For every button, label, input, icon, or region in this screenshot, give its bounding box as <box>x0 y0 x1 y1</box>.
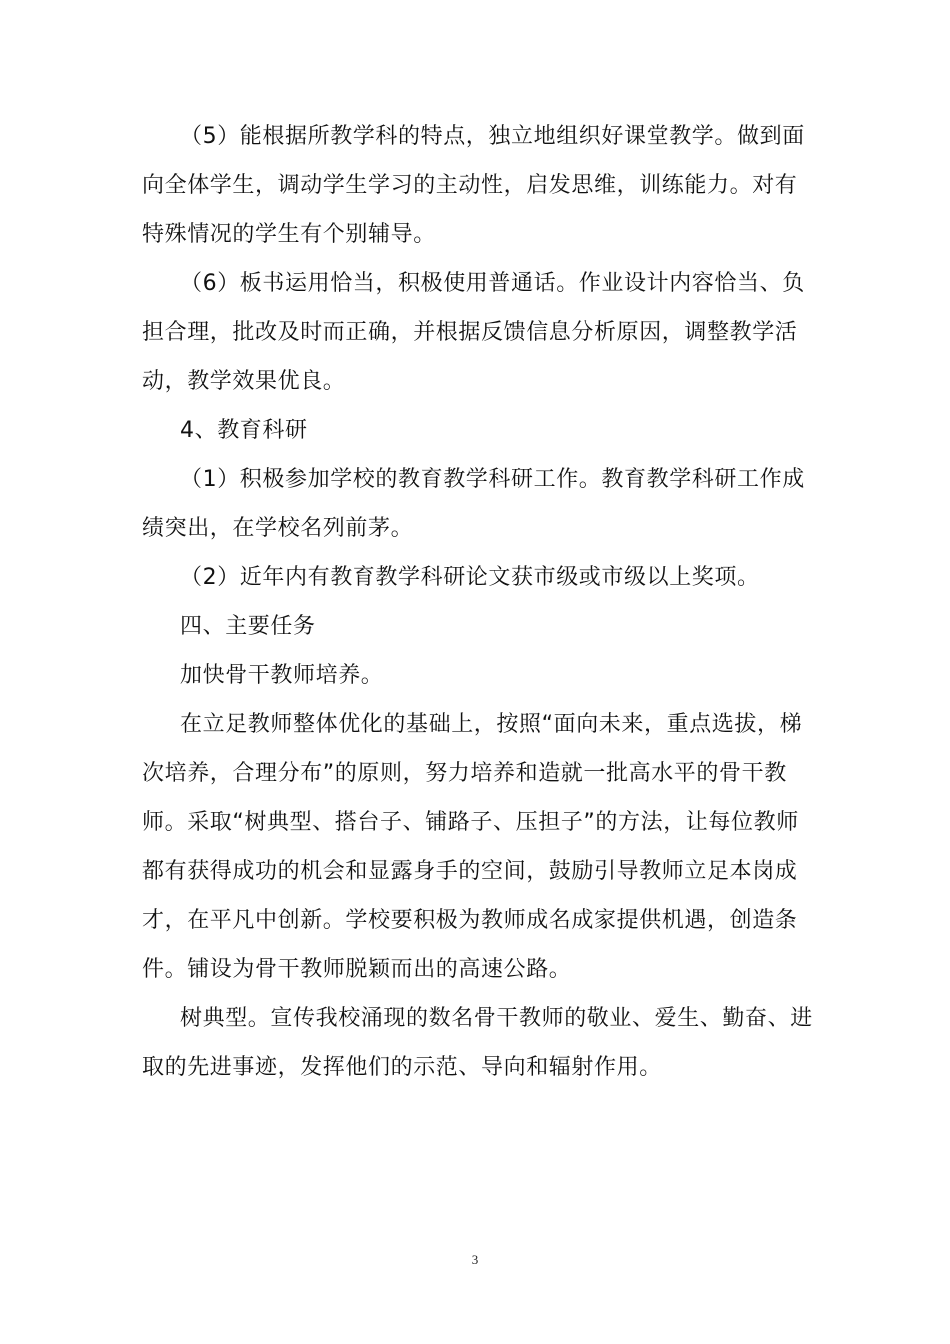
paragraph-task-title: 加快骨干教师培养。 <box>180 663 384 688</box>
paragraph-task-details: 在立足教师整体优化的基础上，按照“面向未来，重点选拔，梯次培养，合理分布”的原则，努力培养和造就一批高水平的骨干教师。采取“树典型、搭台子、铺路子、压担子”的方法，让每位教师都有获得成功的机会和显露身手的空间，鼓励引导教师立足本岗成才，在平凡中创新。学校要积极为教师成名成家提供机遇，创造条件。铺设为骨干教师脱颖而出的高速公路。 <box>142 712 803 982</box>
paragraph-research-1: （1）积极参加学校的教育教学科研工作。教育教学科研工作成绩突出，在学校名列前茅。 <box>142 467 805 541</box>
page-number: 3 <box>471 1252 479 1267</box>
paragraph-research-2: （2）近年内有教育教学科研论文获市级或市级以上奖项。 <box>180 565 760 590</box>
document-body <box>142 112 814 1092</box>
paragraph-item-5: （5）能根据所教学科的特点，独立地组织好课堂教学。做到面向全体学生，调动学生学习的主动性，启发思维，训练能力。对有特殊情况的学生有个别辅导。 <box>142 124 805 247</box>
section-heading-research: 4、教育科研 <box>180 418 308 443</box>
section-heading-main-tasks: 四、主要任务 <box>180 614 316 639</box>
paragraph-item-6: （6）板书运用恰当，积极使用普通话。作业设计内容恰当、负担合理，批改及时而正确，并根据反馈信息分析原因，调整教学活动，教学效果优良。 <box>142 271 805 394</box>
paragraph-role-models: 树典型。宣传我校涌现的数名骨干教师的敬业、爱生、勤奋、进取的先进事迹，发挥他们的示范、导向和辐射作用。 <box>142 1006 813 1080</box>
